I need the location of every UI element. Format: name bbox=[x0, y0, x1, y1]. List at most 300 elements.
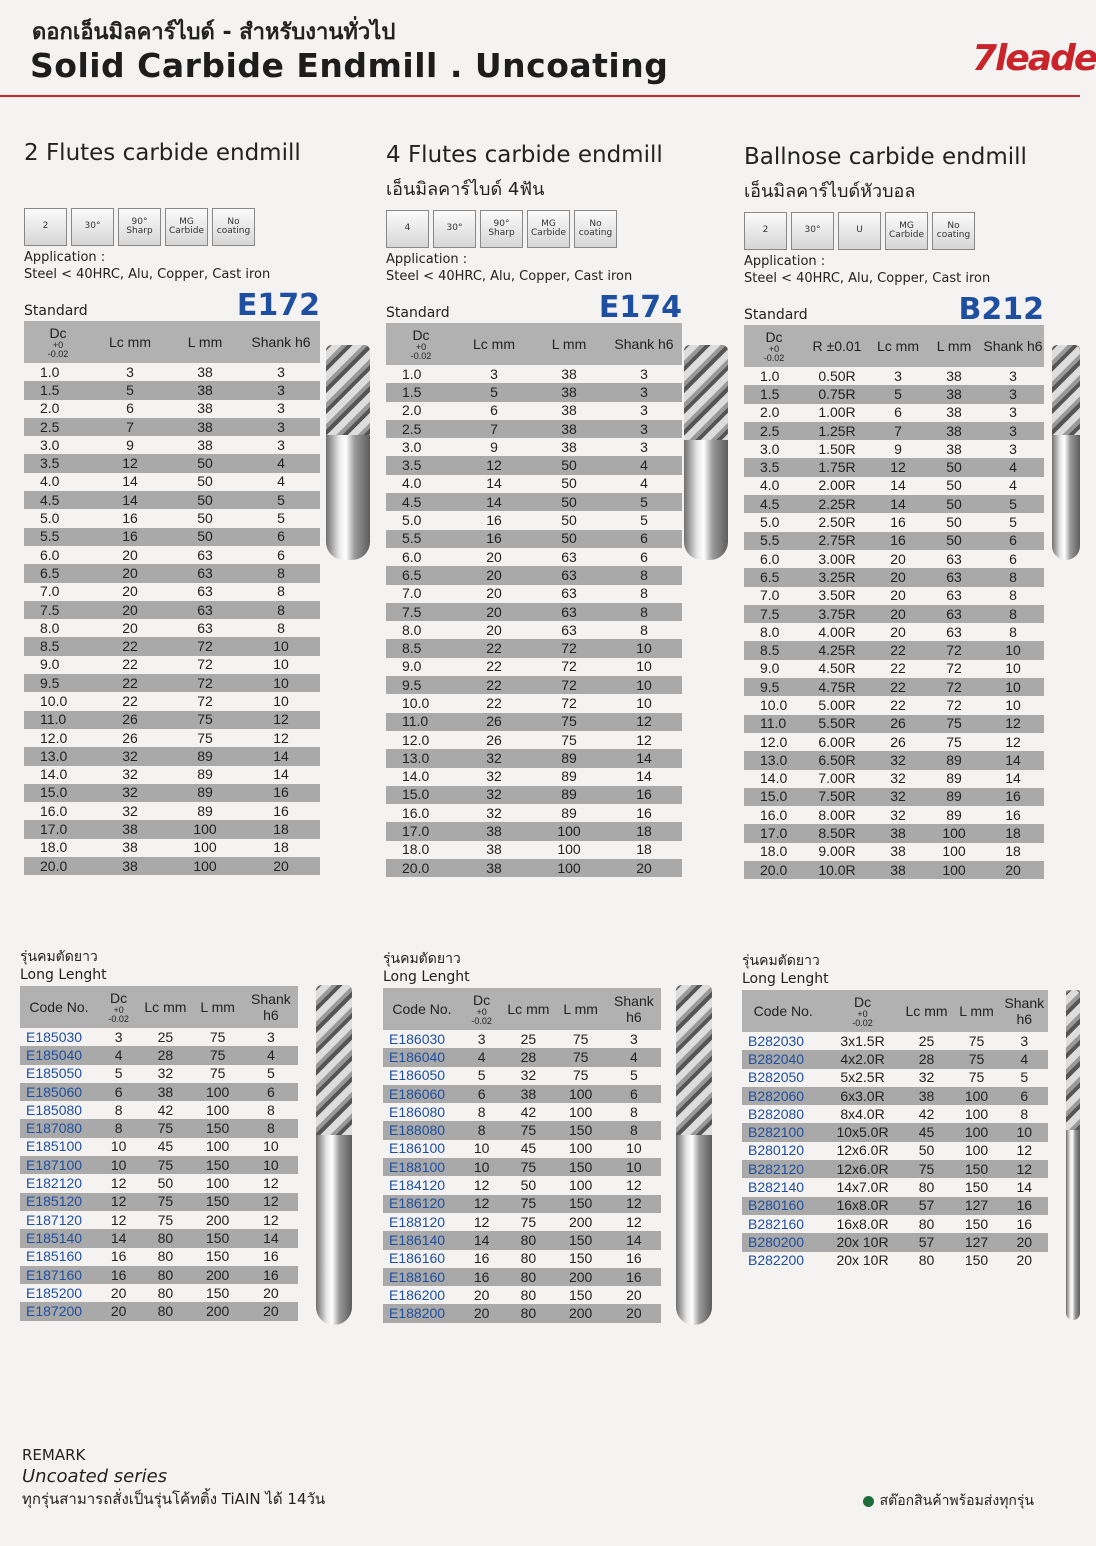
table-cell: 11.0 bbox=[386, 713, 456, 731]
column-header bbox=[742, 990, 824, 1032]
table-cell: 12 bbox=[461, 1195, 502, 1213]
table-row bbox=[742, 1142, 1048, 1160]
table-row bbox=[20, 1302, 298, 1320]
table-cell: 63 bbox=[926, 587, 982, 605]
table-cell: 100 bbox=[555, 1176, 607, 1194]
table-cell: 18.0 bbox=[24, 839, 92, 857]
table-cell: 200 bbox=[555, 1268, 607, 1286]
table-cell: 2.0 bbox=[24, 400, 92, 418]
table-cell: 89 bbox=[926, 770, 982, 788]
table-cell: 12.0 bbox=[24, 729, 92, 747]
table-cell: 3.75R bbox=[804, 605, 870, 623]
table-row bbox=[744, 770, 1044, 788]
table-cell: 20 bbox=[244, 1284, 298, 1302]
table-row bbox=[386, 713, 682, 731]
table-cell: 38 bbox=[901, 1087, 953, 1105]
table-cell: 14 bbox=[982, 770, 1044, 788]
table-cell: 8 bbox=[98, 1101, 139, 1119]
long-length-thai: รุ่นคมตัดยาว bbox=[383, 951, 461, 967]
table-cell: 8x4.0R bbox=[824, 1105, 900, 1123]
table-cell: 16 bbox=[456, 511, 532, 529]
application-label: Application : bbox=[24, 250, 106, 265]
column-header bbox=[606, 323, 682, 365]
table-cell: 80 bbox=[139, 1229, 191, 1247]
long-length-title bbox=[742, 952, 1048, 988]
table-cell: 57 bbox=[901, 1233, 953, 1251]
table-cell: 11.0 bbox=[24, 711, 92, 729]
table-cell: 22 bbox=[456, 658, 532, 676]
remark-series: Uncoated series bbox=[22, 1466, 168, 1487]
table-cell: 100 bbox=[952, 1142, 1000, 1160]
table-cell: 14 bbox=[456, 475, 532, 493]
ballnose-long-section bbox=[742, 952, 1048, 1270]
table-row bbox=[742, 1233, 1048, 1251]
table-cell: 6.0 bbox=[744, 550, 804, 568]
table-row bbox=[386, 585, 682, 603]
table-cell: 100 bbox=[926, 824, 982, 842]
table-cell: E188100 bbox=[383, 1158, 461, 1176]
table-cell: 38 bbox=[870, 861, 926, 879]
table-cell: 6 bbox=[870, 404, 926, 422]
table-cell: 8 bbox=[607, 1103, 661, 1121]
application-text: Steel < 40HRC, Alu, Copper, Cast iron bbox=[386, 269, 633, 284]
table-row bbox=[24, 656, 320, 674]
table-cell: 3 bbox=[982, 440, 1044, 458]
table-cell: 10.0 bbox=[386, 694, 456, 712]
table-cell: 89 bbox=[532, 804, 606, 822]
table-row bbox=[386, 456, 682, 474]
table-cell: E185030 bbox=[20, 1028, 98, 1046]
table-cell: 1.5 bbox=[24, 381, 92, 399]
table-row bbox=[742, 1105, 1048, 1123]
table-cell: 3 bbox=[606, 383, 682, 401]
table-cell: E187080 bbox=[20, 1119, 98, 1137]
table-cell: 5 bbox=[242, 509, 320, 527]
table-cell: 10.0 bbox=[24, 692, 92, 710]
table-row bbox=[386, 658, 682, 676]
column-header bbox=[242, 321, 320, 363]
spec-icons bbox=[24, 208, 364, 246]
table-cell: 16 bbox=[870, 532, 926, 550]
table-cell: 5 bbox=[870, 385, 926, 403]
table-cell: 8 bbox=[606, 603, 682, 621]
standard-label: Standard bbox=[386, 305, 450, 321]
table-cell: 14 bbox=[870, 477, 926, 495]
table-cell: 38 bbox=[92, 839, 168, 857]
table-cell: 20 bbox=[461, 1286, 502, 1304]
series-code: E174 bbox=[598, 290, 682, 325]
table-cell: 50 bbox=[926, 532, 982, 550]
table-cell: 6 bbox=[242, 528, 320, 546]
table-cell: 16 bbox=[1001, 1197, 1048, 1215]
column-header bbox=[20, 986, 98, 1028]
table-cell: 7.0 bbox=[386, 585, 456, 603]
table-row bbox=[383, 1250, 661, 1268]
table-cell: 80 bbox=[901, 1252, 953, 1270]
table-cell: 4.25R bbox=[804, 641, 870, 659]
table-cell: 4 bbox=[982, 458, 1044, 476]
spec-icons bbox=[744, 212, 1074, 250]
table-row bbox=[386, 511, 682, 529]
table-cell: 12 bbox=[242, 729, 320, 747]
table-cell: 3.0 bbox=[386, 438, 456, 456]
table-cell: 7.0 bbox=[24, 583, 92, 601]
dc-tolerance-bottom: -0.02 bbox=[852, 1018, 873, 1028]
table-cell: 50 bbox=[168, 454, 242, 472]
table-cell: 5.50R bbox=[804, 715, 870, 733]
table-cell: 50 bbox=[502, 1176, 554, 1194]
table-cell: 5.00R bbox=[804, 696, 870, 714]
column-header-label: Lc mm bbox=[905, 1003, 948, 1019]
table-cell: E188160 bbox=[383, 1268, 461, 1286]
table-cell: 9 bbox=[92, 436, 168, 454]
table-cell: 3.0 bbox=[744, 440, 804, 458]
table-cell: 5.0 bbox=[24, 509, 92, 527]
table-cell: 32 bbox=[92, 784, 168, 802]
table-cell: B282030 bbox=[742, 1032, 824, 1050]
table-cell: 38 bbox=[532, 365, 606, 383]
table-cell: 150 bbox=[555, 1121, 607, 1139]
table-row bbox=[383, 1231, 661, 1249]
table-cell: 6.5 bbox=[744, 568, 804, 586]
table-row bbox=[744, 660, 1044, 678]
table-cell: 3.0 bbox=[24, 436, 92, 454]
stock-note bbox=[863, 1490, 1034, 1512]
table-row bbox=[386, 804, 682, 822]
table-row bbox=[24, 564, 320, 582]
table-cell: 12 bbox=[242, 711, 320, 729]
table-row bbox=[24, 784, 320, 802]
table-cell: 8.0 bbox=[386, 621, 456, 639]
table-cell: 100 bbox=[555, 1085, 607, 1103]
table-cell: 72 bbox=[532, 639, 606, 657]
table-cell: 10 bbox=[242, 674, 320, 692]
flute-4-icon: 4 bbox=[386, 210, 429, 248]
table-cell: 26 bbox=[456, 713, 532, 731]
table-cell: 7.0 bbox=[744, 587, 804, 605]
table-cell: 10 bbox=[244, 1138, 298, 1156]
four-flute-long-section bbox=[383, 950, 661, 1323]
table-cell: E186100 bbox=[383, 1140, 461, 1158]
column-header-label: Shank h6 bbox=[614, 336, 674, 352]
table-cell: 80 bbox=[139, 1248, 191, 1266]
standard-table bbox=[744, 325, 1044, 879]
table-row bbox=[744, 550, 1044, 568]
column-header-label: R ±0.01 bbox=[812, 338, 862, 354]
two-flute-long-endmill-image bbox=[316, 985, 352, 1325]
table-cell: 10 bbox=[1001, 1123, 1048, 1141]
table-row bbox=[386, 621, 682, 639]
table-cell: 3.00R bbox=[804, 550, 870, 568]
table-cell: 9.00R bbox=[804, 843, 870, 861]
table-row bbox=[24, 363, 320, 381]
table-row bbox=[386, 731, 682, 749]
table-cell: 1.0 bbox=[24, 363, 92, 381]
table-cell: 12 bbox=[607, 1195, 661, 1213]
table-cell: 7 bbox=[92, 418, 168, 436]
table-cell: 10 bbox=[242, 656, 320, 674]
table-cell: 75 bbox=[952, 1032, 1000, 1050]
table-cell: 20 bbox=[456, 585, 532, 603]
table-cell: 26 bbox=[870, 715, 926, 733]
table-cell: 16.0 bbox=[386, 804, 456, 822]
table-cell: 26 bbox=[456, 731, 532, 749]
ballnose-icon: U bbox=[838, 212, 881, 250]
table-cell: 14 bbox=[461, 1231, 502, 1249]
table-cell: 8 bbox=[982, 587, 1044, 605]
table-cell: 12 bbox=[456, 456, 532, 474]
table-row bbox=[744, 824, 1044, 842]
table-cell: 12 bbox=[461, 1176, 502, 1194]
table-cell: 150 bbox=[952, 1252, 1000, 1270]
table-row bbox=[383, 1213, 661, 1231]
table-cell: E185200 bbox=[20, 1284, 98, 1302]
application-label: Application : bbox=[386, 252, 468, 267]
table-cell: 20 bbox=[456, 548, 532, 566]
table-cell: 80 bbox=[901, 1215, 953, 1233]
table-cell: 75 bbox=[502, 1121, 554, 1139]
flute-2-icon: 2 bbox=[24, 208, 67, 246]
table-cell: 150 bbox=[555, 1158, 607, 1176]
table-cell: 4.5 bbox=[24, 491, 92, 509]
table-cell: 14 bbox=[242, 747, 320, 765]
table-cell: 100 bbox=[555, 1140, 607, 1158]
table-cell: 89 bbox=[532, 749, 606, 767]
table-cell: 8 bbox=[982, 623, 1044, 641]
table-cell: 89 bbox=[168, 784, 242, 802]
dc-tolerance-top: +0 bbox=[768, 344, 780, 354]
table-cell: 63 bbox=[532, 566, 606, 584]
table-cell: 72 bbox=[532, 658, 606, 676]
table-cell: 100 bbox=[952, 1087, 1000, 1105]
table-cell: 12 bbox=[606, 713, 682, 731]
four-flute-section bbox=[386, 142, 726, 877]
table-cell: 38 bbox=[168, 418, 242, 436]
table-cell: 80 bbox=[901, 1178, 953, 1196]
table-cell: 50 bbox=[168, 473, 242, 491]
table-cell: 10 bbox=[606, 658, 682, 676]
no-coating-icon: No coating bbox=[574, 210, 617, 248]
table-cell: 100 bbox=[192, 1174, 244, 1192]
table-cell: 3 bbox=[242, 400, 320, 418]
table-cell: 4 bbox=[982, 477, 1044, 495]
table-cell: 12 bbox=[1001, 1160, 1048, 1178]
table-cell: E185140 bbox=[20, 1229, 98, 1247]
table-cell: 4.75R bbox=[804, 678, 870, 696]
table-cell: 1.0 bbox=[744, 367, 804, 385]
table-cell: 2.75R bbox=[804, 532, 870, 550]
table-cell: 150 bbox=[192, 1284, 244, 1302]
table-cell: 50 bbox=[926, 495, 982, 513]
sharp-90-icon: 90° Sharp bbox=[118, 208, 161, 246]
table-cell: B282080 bbox=[742, 1105, 824, 1123]
table-row bbox=[742, 1069, 1048, 1087]
table-cell: 89 bbox=[168, 766, 242, 784]
column-header bbox=[244, 986, 298, 1028]
table-cell: 20.0 bbox=[24, 857, 92, 875]
table-cell: 150 bbox=[192, 1229, 244, 1247]
column-header-label: Shank h6 bbox=[251, 334, 311, 350]
standard-row bbox=[24, 287, 320, 321]
table-cell: E187160 bbox=[20, 1266, 98, 1284]
table-cell: 100 bbox=[532, 822, 606, 840]
ballnose-long-endmill-image bbox=[1066, 990, 1080, 1320]
long-length-table bbox=[383, 988, 661, 1323]
table-cell: 80 bbox=[502, 1304, 554, 1322]
table-cell: 38 bbox=[168, 400, 242, 418]
table-cell: 3 bbox=[982, 422, 1044, 440]
table-cell: 16 bbox=[461, 1250, 502, 1268]
table-cell: 16 bbox=[92, 528, 168, 546]
table-cell: 38 bbox=[168, 363, 242, 381]
table-cell: B282120 bbox=[742, 1160, 824, 1178]
table-cell: 4 bbox=[242, 454, 320, 472]
table-cell: 16 bbox=[870, 513, 926, 531]
helix-30-icon: 30° bbox=[433, 210, 476, 248]
column-header bbox=[98, 986, 139, 1028]
column-header bbox=[192, 986, 244, 1028]
dc-tolerance-top: +0 bbox=[52, 340, 64, 350]
table-cell: 3 bbox=[606, 365, 682, 383]
table-cell: B282060 bbox=[742, 1087, 824, 1105]
table-cell: 12.0 bbox=[386, 731, 456, 749]
long-length-title bbox=[383, 950, 661, 986]
table-cell: 1.00R bbox=[804, 404, 870, 422]
table-row bbox=[24, 637, 320, 655]
table-cell: 7 bbox=[456, 420, 532, 438]
table-row bbox=[383, 1158, 661, 1176]
table-row bbox=[386, 749, 682, 767]
table-cell: 75 bbox=[139, 1119, 191, 1137]
table-cell: 28 bbox=[502, 1048, 554, 1066]
table-cell: 12 bbox=[870, 458, 926, 476]
table-cell: 20 bbox=[456, 621, 532, 639]
table-cell: 4.00R bbox=[804, 623, 870, 641]
table-cell: 150 bbox=[952, 1178, 1000, 1196]
remark-label: REMARK bbox=[22, 1446, 86, 1464]
table-cell: 38 bbox=[532, 383, 606, 401]
table-row bbox=[744, 385, 1044, 403]
column-header bbox=[824, 990, 900, 1032]
table-cell: 18 bbox=[242, 820, 320, 838]
table-cell: B282100 bbox=[742, 1123, 824, 1141]
table-row bbox=[742, 1252, 1048, 1270]
table-cell: 3 bbox=[870, 367, 926, 385]
table-cell: 18 bbox=[606, 841, 682, 859]
table-cell: 4.5 bbox=[744, 495, 804, 513]
standard-row bbox=[744, 291, 1044, 325]
table-cell: 6 bbox=[461, 1085, 502, 1103]
table-cell: 50 bbox=[532, 493, 606, 511]
table-cell: 20 bbox=[92, 619, 168, 637]
table-cell: 75 bbox=[139, 1211, 191, 1229]
table-row bbox=[744, 587, 1044, 605]
table-row bbox=[386, 420, 682, 438]
table-row bbox=[24, 692, 320, 710]
table-cell: 50 bbox=[532, 530, 606, 548]
table-cell: 5 bbox=[456, 383, 532, 401]
table-cell: E182120 bbox=[20, 1174, 98, 1192]
table-cell: 14 bbox=[244, 1229, 298, 1247]
table-row bbox=[744, 495, 1044, 513]
table-cell: 3 bbox=[456, 365, 532, 383]
dc-tolerance-top: +0 bbox=[113, 1005, 124, 1015]
table-cell: 4 bbox=[242, 473, 320, 491]
table-cell: 38 bbox=[926, 404, 982, 422]
table-row bbox=[24, 857, 320, 875]
table-cell: 63 bbox=[168, 564, 242, 582]
table-cell: B280160 bbox=[742, 1197, 824, 1215]
table-cell: 10 bbox=[982, 678, 1044, 696]
table-cell: 32 bbox=[456, 749, 532, 767]
table-cell: 6 bbox=[982, 532, 1044, 550]
table-cell: 9.0 bbox=[24, 656, 92, 674]
table-row bbox=[742, 1160, 1048, 1178]
table-cell: 5.5 bbox=[744, 532, 804, 550]
table-cell: 150 bbox=[192, 1193, 244, 1211]
table-row bbox=[383, 1085, 661, 1103]
long-length-english: Long Lenght bbox=[742, 971, 829, 987]
table-row bbox=[24, 418, 320, 436]
table-row bbox=[20, 1065, 298, 1083]
table-cell: 6.5 bbox=[386, 566, 456, 584]
table-cell: 22 bbox=[456, 639, 532, 657]
table-cell: 20 bbox=[1001, 1252, 1048, 1270]
table-cell: E184120 bbox=[383, 1176, 461, 1194]
column-header-label: Shank h6 bbox=[614, 993, 654, 1025]
table-cell: 8 bbox=[98, 1119, 139, 1137]
table-cell: E187200 bbox=[20, 1302, 98, 1320]
table-cell: 1.75R bbox=[804, 458, 870, 476]
table-cell: 75 bbox=[192, 1046, 244, 1064]
table-row bbox=[386, 676, 682, 694]
table-cell: 20 bbox=[870, 568, 926, 586]
table-row bbox=[24, 820, 320, 838]
table-row bbox=[742, 1123, 1048, 1141]
table-cell: 12.0 bbox=[744, 733, 804, 751]
table-cell: 18 bbox=[242, 839, 320, 857]
dc-tolerance-top: +0 bbox=[476, 1007, 487, 1017]
table-row bbox=[744, 861, 1044, 879]
table-cell: 50 bbox=[532, 475, 606, 493]
table-cell: 3.5 bbox=[386, 456, 456, 474]
dc-tolerance-bottom: -0.02 bbox=[471, 1016, 492, 1026]
table-cell: 20 bbox=[870, 587, 926, 605]
table-cell: 8 bbox=[982, 605, 1044, 623]
table-cell: 127 bbox=[952, 1233, 1000, 1251]
column-header-label: Dc bbox=[49, 325, 67, 341]
table-cell: 38 bbox=[926, 367, 982, 385]
table-cell: 16 bbox=[461, 1268, 502, 1286]
table-row bbox=[744, 532, 1044, 550]
table-cell: 4.0 bbox=[24, 473, 92, 491]
table-cell: 50 bbox=[926, 513, 982, 531]
table-cell: 38 bbox=[168, 381, 242, 399]
table-row bbox=[24, 509, 320, 527]
table-cell: B282040 bbox=[742, 1050, 824, 1068]
table-cell: 38 bbox=[532, 438, 606, 456]
table-row bbox=[386, 603, 682, 621]
table-cell: 63 bbox=[926, 550, 982, 568]
table-cell: 7.5 bbox=[744, 605, 804, 623]
standard-label: Standard bbox=[744, 307, 808, 323]
table-cell: 16 bbox=[98, 1248, 139, 1266]
table-cell: 57 bbox=[901, 1197, 953, 1215]
table-cell: 22 bbox=[456, 676, 532, 694]
table-cell: 14 bbox=[92, 491, 168, 509]
table-cell: E186060 bbox=[383, 1085, 461, 1103]
long-length-thai: รุ่นคมตัดยาว bbox=[20, 949, 98, 965]
